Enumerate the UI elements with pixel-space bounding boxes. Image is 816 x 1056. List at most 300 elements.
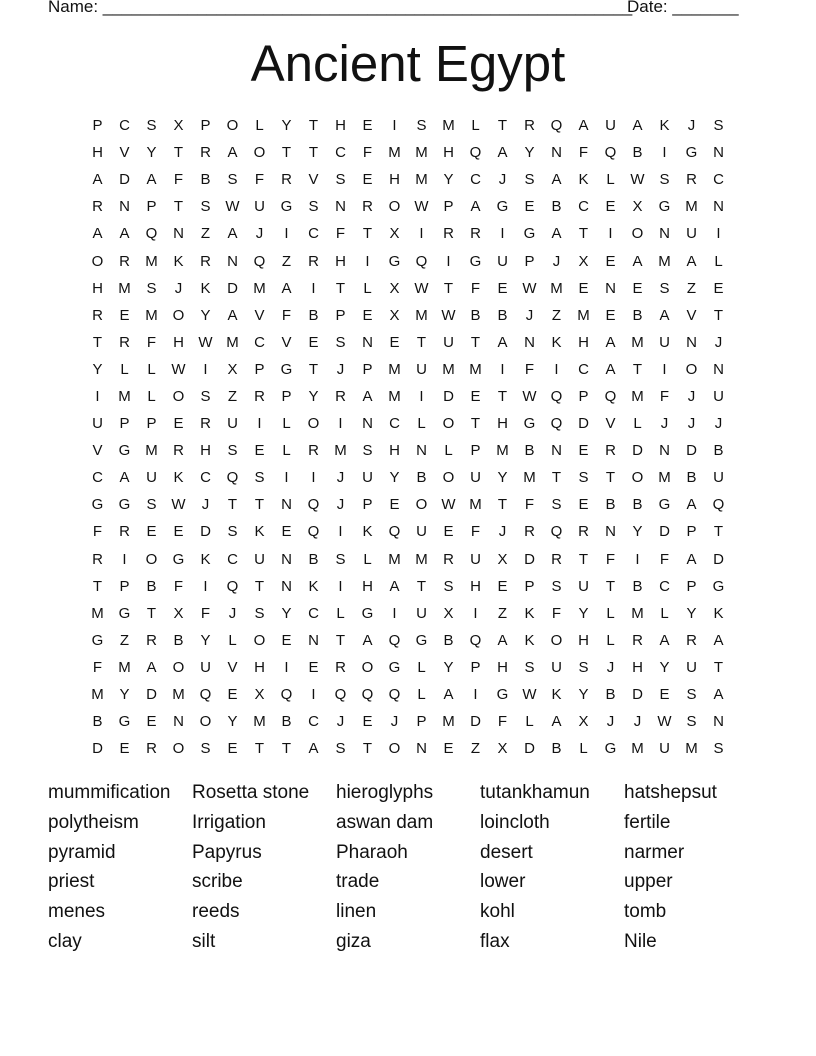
grid-letter: O [172,306,185,324]
grid-letter: E [443,523,454,541]
grid-letter: S [200,740,211,758]
grid-letter: Y [281,117,292,135]
grid-letter: R [443,225,454,243]
grid-letter: F [92,523,103,541]
grid-letter: R [443,550,454,568]
grid-letter: I [338,523,343,541]
grid-letter: H [578,333,589,351]
grid-letter: D [92,740,103,758]
grid-letter: A [497,333,508,351]
grid-letter: I [284,658,289,676]
grid-letter: Z [281,252,292,270]
grid-letter: K [362,523,373,541]
grid-letter: Y [200,306,211,324]
grid-letter: R [92,198,103,216]
grid-letter: R [524,117,535,135]
grid-letter: B [173,631,184,649]
grid-letter: W [171,496,186,514]
grid-letter: T [92,333,103,351]
grid-letter: T [146,604,157,622]
grid-letter: G [523,225,536,243]
grid-letter: J [201,496,210,514]
page-title: Ancient Egypt [250,35,566,92]
grid-letter: B [713,442,724,460]
grid-letter: L [714,252,723,270]
grid-letter: I [608,225,613,243]
grid-letter: X [632,198,643,216]
grid-letter: N [713,144,724,162]
grid-letter: J [687,117,696,135]
grid-letter: A [578,117,589,135]
grid-letter: U [470,469,481,487]
grid-letter: U [227,415,238,433]
word-list-item: desert [480,841,533,863]
grid-letter: J [687,387,696,405]
grid-letter: Q [388,523,401,541]
grid-letter: F [605,550,616,568]
grid-letter: R [686,171,697,189]
grid-letter: W [441,496,456,514]
grid-letter: V [281,333,292,351]
grid-letter: M [685,198,698,216]
grid-letter: G [118,442,131,460]
grid-letter: B [200,171,211,189]
grid-letter: R [524,523,535,541]
grid-letter: E [281,631,292,649]
grid-letter: U [551,658,562,676]
grid-letter: O [631,469,644,487]
grid-letter: A [686,550,697,568]
grid-letter: A [497,144,508,162]
grid-letter: A [92,225,103,243]
grid-letter: Q [361,686,374,704]
grid-letter: P [335,306,346,324]
grid-letter: S [254,604,265,622]
grid-letter: A [605,360,616,378]
grid-letter: U [497,252,508,270]
grid-letter: J [714,333,723,351]
grid-letter: T [497,496,508,514]
grid-letter: K [578,171,589,189]
grid-letter: W [441,306,456,324]
grid-letter: E [173,415,184,433]
grid-letter: C [92,469,103,487]
grid-letter: T [605,469,616,487]
grid-letter: P [686,577,697,595]
grid-letter: I [365,252,370,270]
grid-letter: K [551,686,562,704]
grid-letter: O [253,631,266,649]
grid-letter: Y [119,686,130,704]
grid-letter: G [118,604,131,622]
grid-letter: J [606,658,615,676]
grid-letter: O [226,117,239,135]
word-list-item: upper [624,871,673,893]
grid-letter: R [470,225,481,243]
word-list-item: Pharaoh [336,841,408,863]
grid-letter: N [173,713,184,731]
grid-letter: B [281,713,292,731]
grid-letter: E [605,306,616,324]
grid-letter: Y [281,604,292,622]
grid-letter: R [632,631,643,649]
grid-letter: C [308,713,319,731]
grid-letter: L [606,631,615,649]
grid-letter: F [497,713,508,731]
grid-letter: Z [227,387,238,405]
grid-letter: I [95,387,100,405]
word-list-item: polytheism [48,811,139,833]
grid-letter: J [498,171,507,189]
word-list-item: loincloth [480,811,550,833]
grid-letter: S [686,713,697,731]
grid-letter: B [146,577,157,595]
grid-letter: S [659,279,670,297]
grid-letter: Y [200,631,211,649]
letter-grid [84,112,732,762]
grid-letter: J [552,252,561,270]
grid-letter: I [338,577,343,595]
grid-letter: U [146,469,157,487]
grid-letter: C [470,171,481,189]
grid-letter: S [551,496,562,514]
grid-letter: X [173,117,184,135]
grid-letter: I [311,686,316,704]
word-list-item: hieroglyphs [336,782,434,803]
grid-letter: Y [578,686,589,704]
grid-letter: T [497,117,508,135]
grid-letter: B [632,144,643,162]
grid-letter: L [660,604,669,622]
grid-letter: H [578,631,589,649]
grid-letter: T [254,577,265,595]
grid-letter: O [550,631,563,649]
grid-letter: M [145,306,158,324]
grid-letter: C [713,171,724,189]
grid-letter: E [605,252,616,270]
grid-letter: F [254,171,265,189]
grid-letter: K [659,117,670,135]
grid-letter: M [145,442,158,460]
grid-letter: I [392,604,397,622]
grid-letter: S [146,117,157,135]
grid-letter: H [389,171,400,189]
grid-letter: Q [226,469,239,487]
grid-letter: S [335,333,346,351]
grid-letter: B [551,198,562,216]
grid-letter: M [550,279,563,297]
grid-letter: S [227,523,238,541]
grid-letter: W [657,713,672,731]
grid-letter: Q [334,686,347,704]
grid-letter: K [200,279,211,297]
grid-letter: W [414,279,429,297]
grid-letter: Q [550,117,563,135]
grid-letter: X [578,252,589,270]
grid-letter: H [362,577,373,595]
grid-letter: D [632,686,643,704]
grid-letter: G [712,577,725,595]
grid-letter: W [198,333,213,351]
word-list-item: flax [480,930,510,952]
grid-letter: A [497,631,508,649]
grid-letter: S [200,387,211,405]
grid-letter: P [92,117,103,135]
grid-letter: E [227,740,238,758]
grid-letter: D [119,171,130,189]
grid-letter: N [416,740,427,758]
grid-letter: A [686,496,697,514]
grid-letter: E [119,306,130,324]
grid-letter: A [470,198,481,216]
grid-letter: V [227,658,238,676]
grid-letter: M [118,279,131,297]
grid-letter: D [632,442,643,460]
word-list-item: mummification [48,782,171,803]
grid-letter: L [363,279,372,297]
grid-letter: A [362,387,373,405]
grid-letter: J [660,415,669,433]
grid-letter: L [579,740,588,758]
grid-letter: U [416,360,427,378]
grid-letter: B [470,306,481,324]
grid-letter: T [443,279,454,297]
grid-letter: Q [307,496,320,514]
grid-letter: A [227,144,238,162]
grid-letter: T [551,469,562,487]
grid-letter: G [118,713,131,731]
grid-letter: S [335,550,346,568]
grid-letter: Q [388,686,401,704]
grid-letter: D [659,523,670,541]
grid-letter: R [200,252,211,270]
grid-letter: B [308,306,319,324]
grid-letter: A [713,686,724,704]
grid-letter: K [713,604,724,622]
grid-letter: Q [307,523,320,541]
grid-letter: N [524,333,535,351]
word-list-item: giza [336,930,371,952]
grid-letter: A [659,631,670,649]
grid-letter: A [119,225,130,243]
grid-letter: P [524,577,535,595]
grid-letter: U [686,658,697,676]
grid-letter: N [119,198,130,216]
grid-letter: M [334,442,347,460]
grid-letter: E [443,740,454,758]
grid-letter: S [578,469,589,487]
grid-letter: A [281,279,292,297]
grid-letter: O [685,360,698,378]
grid-letter: R [146,631,157,649]
grid-letter: I [284,225,289,243]
grid-letter: P [146,415,157,433]
grid-letter: U [659,740,670,758]
grid-letter: Y [227,713,238,731]
grid-letter: Z [497,604,508,622]
grid-letter: H [92,279,103,297]
grid-letter: F [659,387,670,405]
grid-letter: A [308,740,319,758]
grid-letter: I [419,387,424,405]
grid-letter: A [551,713,562,731]
grid-letter: N [281,550,292,568]
grid-letter: N [173,225,184,243]
grid-letter: N [362,415,373,433]
grid-letter: T [281,144,292,162]
grid-letter: Q [604,144,617,162]
grid-letter: A [227,306,238,324]
grid-letter: L [633,415,642,433]
grid-letter: G [604,740,617,758]
grid-letter: L [228,631,237,649]
grid-letter: M [388,550,401,568]
grid-letter: E [227,686,238,704]
grid-letter: S [227,171,238,189]
grid-letter: T [578,550,589,568]
grid-letter: M [658,469,671,487]
grid-letter: D [470,713,481,731]
grid-letter: H [497,415,508,433]
grid-letter: B [92,713,103,731]
grid-letter: U [254,550,265,568]
grid-letter: P [362,360,373,378]
grid-letter: K [173,252,184,270]
grid-letter: N [335,198,346,216]
word-list-item: hatshepsut [624,782,717,803]
grid-letter: M [388,360,401,378]
grid-letter: T [254,496,265,514]
grid-letter: M [91,686,104,704]
word-list-item: Rosetta stone [192,782,310,803]
grid-letter: H [92,144,103,162]
grid-letter: R [146,740,157,758]
grid-letter: T [173,144,184,162]
grid-letter: M [415,550,428,568]
grid-letter: W [225,198,240,216]
grid-letter: S [713,740,724,758]
grid-letter: F [200,604,211,622]
grid-letter: Y [524,144,535,162]
grid-letter: S [578,658,589,676]
grid-letter: T [416,333,427,351]
grid-letter: N [362,333,373,351]
grid-letter: D [578,415,589,433]
word-list-item: priest [48,871,95,893]
grid-letter: O [172,740,185,758]
grid-letter: X [578,713,589,731]
grid-letter: K [173,469,184,487]
grid-letter: S [308,198,319,216]
grid-letter: F [92,658,103,676]
grid-letter: F [146,333,157,351]
grid-letter: P [470,658,481,676]
word-list-item: Nile [624,930,657,952]
grid-letter: G [91,631,104,649]
grid-letter: N [281,577,292,595]
grid-letter: O [307,415,320,433]
grid-letter: D [524,550,535,568]
grid-letter: J [336,713,345,731]
grid-letter: R [200,144,211,162]
grid-letter: Z [551,306,562,324]
grid-letter: C [578,198,589,216]
grid-letter: T [254,740,265,758]
grid-letter: M [415,171,428,189]
grid-letter: Q [469,144,482,162]
grid-letter: I [203,360,208,378]
grid-letter: A [119,469,130,487]
grid-letter: H [389,442,400,460]
grid-letter: H [497,658,508,676]
grid-letter: P [578,387,589,405]
grid-letter: I [716,225,721,243]
grid-letter: U [416,523,427,541]
grid-letter: M [631,387,644,405]
grid-letter: N [713,198,724,216]
grid-letter: F [659,550,670,568]
grid-letter: R [605,442,616,460]
word-list-item: linen [336,901,377,923]
grid-letter: E [524,198,535,216]
grid-letter: C [227,550,238,568]
grid-letter: R [92,550,103,568]
grid-letter: R [362,198,373,216]
grid-letter: A [227,225,238,243]
grid-letter: N [416,442,427,460]
grid-letter: A [92,171,103,189]
grid-letter: V [308,171,319,189]
grid-letter: L [417,686,426,704]
grid-letter: J [687,415,696,433]
grid-letter: L [444,442,453,460]
grid-letter: M [226,333,239,351]
grid-letter: T [281,740,292,758]
grid-letter: T [470,415,481,433]
grid-letter: L [336,604,345,622]
grid-letter: S [443,577,454,595]
grid-letter: I [392,117,397,135]
grid-letter: D [713,550,724,568]
grid-letter: H [335,117,346,135]
grid-letter: J [606,713,615,731]
grid-letter: R [119,523,130,541]
grid-letter: A [659,306,670,324]
grid-letter: C [659,577,670,595]
grid-letter: M [415,144,428,162]
grid-letter: C [254,333,265,351]
grid-letter: C [308,604,319,622]
grid-letter: V [686,306,697,324]
grid-letter: F [173,171,184,189]
grid-letter: D [200,523,211,541]
grid-letter: Q [415,252,428,270]
grid-letter: S [335,740,346,758]
grid-letter: M [172,686,185,704]
grid-letter: N [551,144,562,162]
grid-letter: I [662,360,667,378]
grid-letter: R [92,306,103,324]
word-list-item: narmer [624,841,685,863]
grid-letter: Z [686,279,697,297]
grid-letter: B [605,686,616,704]
grid-letter: L [147,387,156,405]
grid-letter: L [606,604,615,622]
grid-letter: M [145,252,158,270]
grid-letter: T [362,740,373,758]
word-list-item: trade [336,871,380,893]
date-field-label: Date: _______ [627,0,739,16]
